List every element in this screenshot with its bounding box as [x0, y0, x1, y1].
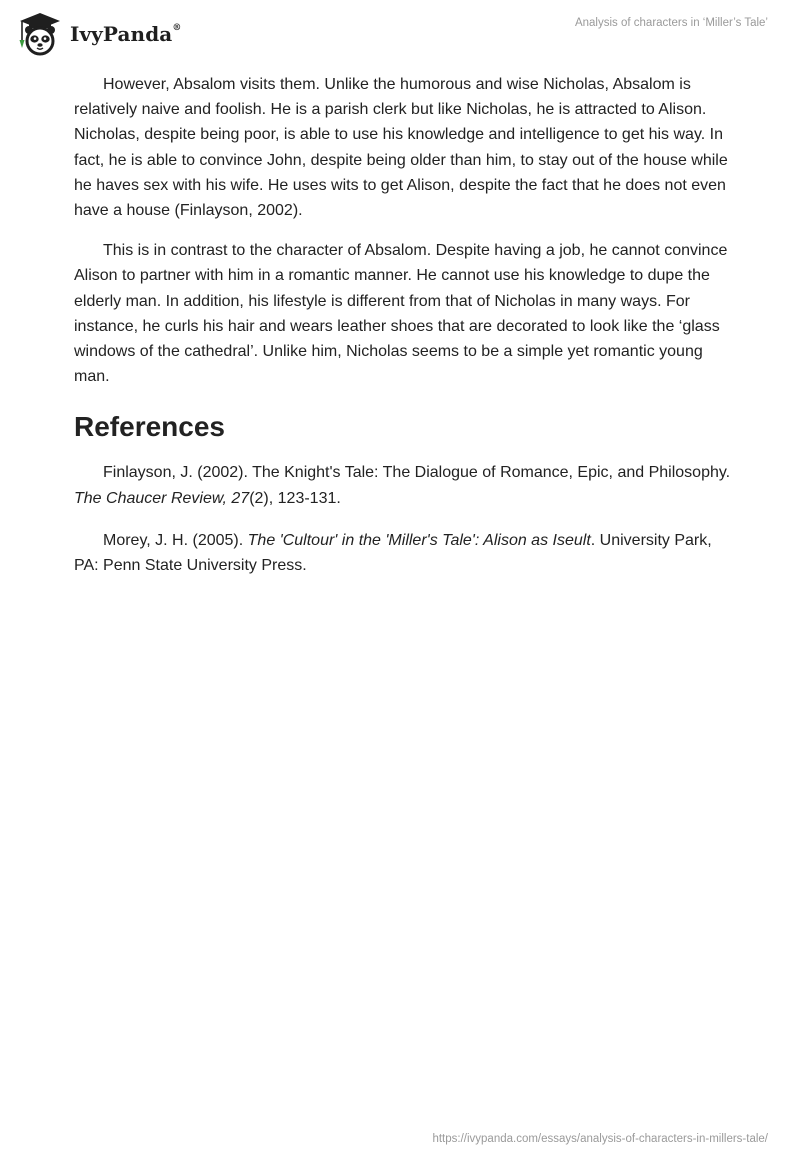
- logo-wordmark: IvyPanda®: [70, 22, 182, 46]
- registered-mark: ®: [172, 23, 182, 34]
- reference-item-2: Morey, J. H. (2005). The 'Cultour' in the 'Miller's Tale': Alison as Iseult. University Park, PA: Penn State University Press.: [74, 531, 712, 575]
- panda-graduate-icon: [16, 10, 64, 56]
- ivypanda-logo[interactable]: [16, 10, 181, 56]
- essay-content: [74, 72, 734, 595]
- page-header: [0, 0, 800, 66]
- reference-item-1: Finlayson, J. (2002). The Knight's Tale: The Dialogue of Romance, Epic, and Philosophy. The Chaucer Review, 27(2), 123-131.: [74, 464, 731, 507]
- references-heading: References: [74, 411, 225, 443]
- body-paragraph-2: This is in contrast to the character of Absalom. Despite having a job, he cannot convince Alison to partner with him in a romantic manner. He cannot use his knowledge to dupe the elderly man. In addition, his lifestyle is different from that of Nicholas in many ways. For instance, he curls his hair and wears leather shoes that are decorated to look like the ‘glass windows of the cathedral’. Unlike him, Nicholas seems to be a simple yet romantic young man.: [74, 242, 728, 386]
- source-url[interactable]: https://ivypanda.com/essays/analysis-of-characters-in-millers-tale/: [432, 1133, 768, 1145]
- body-paragraph-1: However, Absalom visits them. Unlike the humorous and wise Nicholas, Absalom is relatively naive and foolish. He is a parish clerk but like Nicholas, he is attracted to Alison. Nicholas, despite being poor, is able to use his knowledge and intelligence to get his way. In fact, he is able to convince John, despite being older than him, to stay out of the house while he haves sex with his wife. He uses wits to get Alison, despite the fact that he does not even have a house (Finlayson, 2002).: [74, 76, 728, 220]
- document-title: Analysis of characters in ‘Miller’s Tale’: [574, 17, 768, 29]
